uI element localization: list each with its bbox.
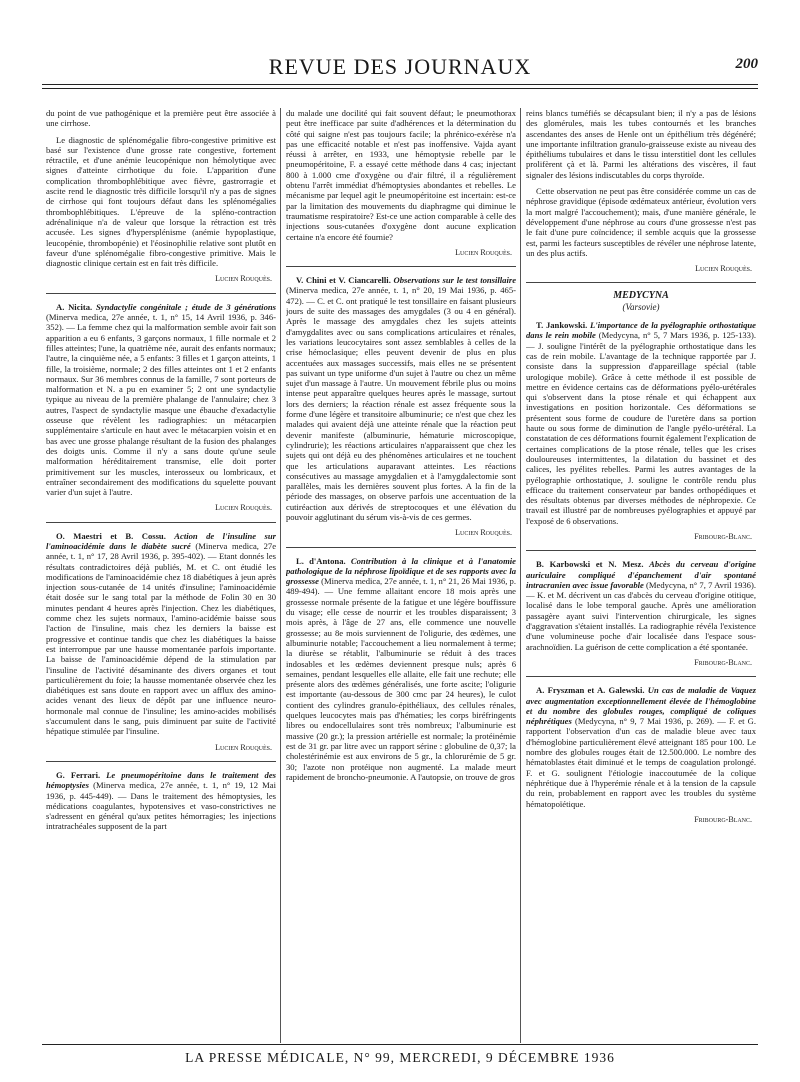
article-title: L'importance de la pyélographie orthostatique dans le rein mobile: [526, 320, 756, 341]
author-signature: Fribourg-Blanc.: [694, 531, 752, 541]
article-separator: [526, 676, 756, 677]
paragraph: reins blancs tuméfiés se décapsulant bien; il n'y a pas de lésions des glomérules, mais les tubes contournés et les branches ascendantes des anses de Henle ont un épithélium très dégénéré; une importante infiltration granulo-graisseuse existe au niveau des épithéliums tubulaires et dans le tissu interstitiel dont les cellules prolifèrent çà et là. Parmi les altérations des viscères, il faut signaler des lésions indiscutables du corps thyroïde.: [526, 108, 756, 180]
author-signature: Lucien Rouquès.: [455, 247, 512, 257]
article-abstract: [286, 275, 516, 522]
article-abstract: [286, 556, 516, 783]
article-title: Action de l'insuline sur l'aminoacidémie dans le diabète sucré: [46, 530, 276, 551]
article-abstract: [526, 320, 756, 526]
article-authors: V. Chini et V. Ciancarelli.: [296, 275, 391, 286]
author-signature: Lucien Rouquès.: [695, 264, 752, 274]
article-title: Syndactylie congénitale ; étude de 3 générations: [95, 301, 276, 312]
column-2: [286, 108, 516, 1043]
paragraph: du malade une docilité qui fait souvent défaut; le pneumothorax peut être inefficace par suite d'adhérences et la détermination du côté qui saigne n'est pas toujours facile; la phrénico-exérèse n'a pas une efficacité notable et n'est pas inoffensive. Vajda ayant réussi à arrêter, en 1933, une hémoptysie rebelle par le pneumopéritoine, F. a essayé cette méthode dans 4 cas; injectant 800 à 1.000 cme d'oxygène ou d'air filtré, il a régulièrement obtenu l'arrêt immédiat d'hémoptysies abondantes et rebelles. Le mécanisme par lequel agit le pneumopéritoine est incertain: est-ce par la limitation des mouvements du diaphragme qui diminue le traumatisme respiratoire? Est-ce une action comparable à celle des injections sous-cutanées d'oxygène dont aucune explication certaine n'a encore été fournie?: [286, 108, 516, 242]
article-authors: O. Maestri et B. Cossu.: [56, 530, 166, 541]
column-1: [46, 108, 276, 1043]
column-divider-2: [520, 108, 521, 1043]
article-body: (Minerva medica, 27e année, t. 1, n° 21, 26 Mai 1936, p. 489-494). — Une femme allaitant encore 18 mois après une grossesse normale présente de la fatigue et une légère bouffissure du visage; elle cesse de nourrir et les troubles disparaissent; 3 mois après, à l'âge de 27 ans, elle commence une nouvelle grossesse; au 8e mois surviennent de l'oligurie, des œdèmes, une albuminurie notable; l'accouchement a lieu normalement à terme; la diurèse se rétablit, l'albuminurie se réduit à des traces indosables et les œdèmes deviennent presque nuls; après 6 semaines, pendant lesquelles elle allaite, elle fait une rechute; elle présente alors des œdèmes généralisés, une forte ascite; l'oligurie est importante (au-dessous de 300 cmc par 24 heures), le culot contient des cylindres granulo-épithéliaux, des cellules rénales, quelques leucocytes mais pas d'hématies; les corps biréfringents libres ou endocellulaires sont très nombreux; l'albuminurie est massive (20 gr.); la pression artérielle est normale; la protéinémie est de 31 gr. par litre avec un rapport sérine : globuline de 0,37; la cholestérinémie est aux environs de 5 gr., la chlorurémie de 5 gr. 30; l'azote non protéique non augmenté. La malade meurt rapidement de broncho-pneumonie. A l'autopsie, on trouve de gros: [286, 576, 516, 782]
author-signature: Lucien Rouquès.: [215, 742, 272, 752]
journal-section-city: (Varsovie): [622, 301, 660, 312]
article-title: Contribution à la clinique et à l'anatomie pathologique de la néphrose lipoïdique et de ses rapports avec la grossesse: [286, 555, 516, 587]
article-body: (Medycyna, n° 9, 7 Mai 1936, p. 269). — F. et G. rapportent l'observation d'un cas de maladie bleue avec taux d'hémoglobine particulièrement élevé atteignant 185 pour 100. Le nombre des globules rouges était de 12.500.000. Le nombre des hématoblastes était diminué et le temps de coagulation prolongé. F. et G. soulignent l'étiologie inaccoutumée de la colique néphrétique due à l'hyperémie rénale et à la tension de la capsule du rein, probablement en rapport avec les troubles du système hématopoïétique.: [526, 716, 756, 809]
article-abstract: [46, 770, 276, 832]
article-authors: G. Ferrari.: [56, 769, 101, 780]
article-authors: A. Nicita.: [56, 301, 93, 312]
page-header: [42, 52, 758, 80]
article-body: (Minerva medica, 27e année, t. 1, n° 19, 12 Mai 1936, p. 445-449). — Dans le traitement des hémoptysies, les médications coagulantes, hypotensives et vaso-constrictives ne s'adressent en général qu'aux petites hémorragies; les injections intratrachéales supposent de la part: [46, 780, 276, 832]
author-signature: Fribourg-Blanc.: [694, 814, 752, 824]
header-rule-bottom: [42, 88, 758, 89]
author-signature: Lucien Rouquès.: [215, 274, 272, 284]
article-separator: [286, 266, 516, 267]
column-divider-1: [280, 108, 281, 1043]
article-separator: [46, 522, 276, 523]
author-signature: Lucien Rouquès.: [215, 503, 272, 513]
paragraph: du point de vue pathogénique et la première peut être associée à une cirrhose.: [46, 108, 276, 129]
article-body: (Medycyna, n° 5, 7 Mars 1936, p. 125-133). — J. souligne l'intérêt de la pyélographie orthostatique dans les cas de rein mobile. L'avantage de la technique rapportée par J. consiste dans la suppression d'appareillage spécial (table urologique mobile). Grâce à cette méthode il est possible de mettre en évidence certains cas de déformations pyélo-urétérales qui s'observent dans la ptose rénale et qui échappent aux investigations en position horizontale. Ces déformations se présentent sous forme de coudure de l'uretère dans sa portion haute ou sous forme de diminution de l'angle pyélo-urétéral. La constatation de ces déformations fournit également l'explication de certaines complications de la ptose rénale, telles que les crises douloureuses intermittentes, la dilatation du bassinet et des calices, les pyélites rebelles. Parmi les autres avantages de la pyélographie orthostatique, J. souligne le contrôle rendu plus efficace du traitement conservateur par bandes orthopédiques et des résultats obtenus par diverses méthodes de néphropexie. Ce travail est illustré par de nombreuses pyélographies et appuyé par l'exposé de 6 observations.: [526, 330, 756, 526]
article-body: (Minerva medica, 27e année, t. 1, n° 17, 28 Avril 1936, p. 395-402). — Etant donnés les résultats contradictoires déjà publiés, M. et C. ont étudié les modifications de l'aminoacidémie chez 18 diabétiques à jeun après injection sous-cutanée de 14 unités d'insuline; l'aminoacidémie était dosée sur le sang total par la méthode de Folin 30 en 30 minutes pendant 4 heures après l'injection. Chez les diabétiques, comme chez les sujets normaux, l'amino-acidémie baisse sous l'action de l'insuline, mais chez les derniers la baisse est progressive et continue tandis que chez les diabétiques la baisse est interrompue par une hausse momentanée parfois importante. La baisse de l'aminoacidémie dépend de la stimulation par l'insuline de l'activité désaminante des divers organes et tout particulièrement du foie; la hausse momentanée observée chez les diabétiques est sans doute en rapport avec un afflux des amino-acides venant des lieux de dépôt par une influence neuro-hormonale mal connue de l'insuline; les amino-acides mobilisés s'accumulent dans le sang, puis diminuent par suite de l'activité hépatique stimulée par l'insuline.: [46, 540, 276, 737]
article-title: Le pneumopéritoine dans le traitement des hémoptysies: [46, 769, 276, 791]
journal-section-heading: MEDYCYNA: [613, 290, 669, 302]
paragraph: Cette observation ne peut pas être considérée comme un cas de néphrose gravidique (épisode œdémateux antérieur, évolution vers la mort malgré l'accouchement); mais, d'une manière générale, le développement d'une néphrose au cours d'une grossesse n'est pas le fait d'une pure coïncidence; il semble acquis que la grossesse est, parmi les facteurs susceptibles de révéler une néphrose latente, un des plus actifs.: [526, 186, 756, 258]
page-number: 200: [735, 56, 758, 72]
journal-section-title: REVUE DES JOURNAUX: [268, 54, 532, 79]
article-separator: [286, 547, 516, 548]
article-body: (Minerva medica, 27e année, t. 1, n° 15, 14 Avril 1936, p. 346-352). — La femme chez qui la malformation semble avoir fait son apparition a eu 6 enfants, 3 garçons normaux, 1 fille normale et 2 filles atteintes; l'une, la quatrième née, aurait des enfants normaux; l'autre, la cinquième née, a 5 enfants: 3 filles et 1 garçon atteints, 1 fille, la troisième, normale; 2 des filles atteintes ont 1 et 2 enfants normaux. Sur 36 membres connus de la famille, 7 sont porteurs de malformation et N. a pu en examiner 5; 2 ont une syndactylie typique au niveau de la première phalange de l'annulaire; chez 3 autres, l'aspect de syndactylie masque une ébauche d'exadactylie osseuse que révèlent les radiographies: un métacarpien supplémentaire s'articule en haut avec le métacarpien voisin et en bas avec une grosse phalange résultant de la fusion des phalanges des doigts unis. Comme il n'y a sans doute qu'une seule malformation héréditairement transmise, elle doit porter primitivement sur les muscles, interosseux ou lombricaux, et entraîner secondairement des modifications du squelette pouvant varier d'un sujet à l'autre.: [46, 312, 276, 498]
article-title: Abcès du cerveau d'origine auriculaire compliqué d'épanchement d'air spontané intracranien avec issue favorable: [526, 559, 756, 590]
article-abstract: [526, 685, 756, 809]
page-footer: LA PRESSE MÉDICALE, N° 99, MERCREDI, 9 DÉCEMBRE 1936: [185, 1050, 615, 1065]
article-abstract: [46, 531, 276, 737]
article-title: Un cas de maladie de Vaquez avec augmentation exceptionnellement élevée de l'hémoglobine et du nombre des globules rouges, compliqué de coliques néphrétiques: [526, 685, 756, 727]
article-authors: B. Karbowski et N. Mesz.: [536, 559, 644, 570]
author-signature: Fribourg-Blanc.: [694, 657, 752, 667]
paragraph: Le diagnostic de splénomégalie fibro-congestive primitive est basé sur l'existence d'une grosse rate congestive, fortement rétractile, et d'une anémie leucopénique non hémolytique avec signes d'atteinte cirrhotique du foie. L'apparition d'une complication thrombophlébitique avec fièvre, gastrorragie et ascite rend le diagnostic très difficile lorsqu'il n'y a pas de signes de cirrhose qui font toujours défaut dans les splénomégalies thrombophlébitiques. L'épreuve de la spléno-contraction adrénalinique n'a de valeur que lorsque la rétraction est très accusée. Les signes d'hypersplénisme (anémie hypoplastique, leucopénie, thrombopénie) et l'éosinophilie relative sont plutôt en faveur d'une splénomégalie fibro-congestive primitive. Mais le diagnostic clinique certain est en fait très difficile.: [46, 134, 276, 269]
header-rule-top: [42, 84, 758, 85]
article-body: (Medycyna, n° 7, 7 Avril 1936). — K. et M. décrivent un cas d'abcès du cerveau d'origine otitique, localisé dans le lobe temporal gauche. Après une amélioration passagère ayant suivi l'intervention chirurgicale, les signes d'aggravation s'étaient installés. La radiographie révéla l'existence d'une volumineuse poche d'air localisée dans l'espace sous-arachnoïdien. La guérison de cette complication a été spontanée.: [526, 579, 756, 652]
footer-rule: [42, 1044, 758, 1045]
article-body: (Minerva medica, 27e année, t. 1, n° 20, 19 Mai 1936, p. 465-472). — C. et C. ont pratiqué le test tonsillaire en faisant plusieurs jours de suite des massages des amygdales (3 ou 4 en général). Après le massage des amygdales chez les sujets atteints d'amygdalites avec ou sans complications articulaires et rénales, les variations leucocytaires sont assez semblables à celles de la crise hémoclasique; elles peuvent devenir de plus en plus accentuées aux massages successifs, mais elles ne se présentent pas suivant un type uniforme d'un sujet à l'autre ou chez un même sujet d'un massage à l'autre. Un mouvement fébrile plus ou moins intense peut apparaître quelques heures après le massage, surtout lors des derniers; la réaction rénale est assez fréquente sous la forme d'une légère et transitoire albuminurie; ce n'est que chez les malades qui avaient déjà une atteinte rénale que la réaction peut devenir manifeste (albuminurie, hématurie microscopique, cylindrurie); les réactions articulaires n'apparaissent que chez les sujets qui ont déjà eu des phénomènes articulaires et ne touchent que les articulations auparavant atteintes. Les réactions consécutives au massage amygdalien et à l'amygdalectomie sont parallèles, mais les dernières souvent plus fortes. A la fin de la période des massages, on observe parfois une accentuation de la cutiréaction aux dérivés de streptocoques et une élévation du pouvoir agglutinant du sérum vis-à-vis de ces germes.: [286, 285, 516, 522]
article-title: Observations sur le test tonsillaire: [393, 275, 516, 286]
article-abstract: [526, 559, 756, 652]
article-authors: T. Jankowski.: [536, 320, 588, 331]
article-separator: [526, 550, 756, 551]
article-separator: [46, 293, 276, 294]
article-separator: [526, 282, 756, 283]
article-abstract: [46, 302, 276, 498]
article-authors: L. d'Antona.: [296, 555, 346, 566]
column-3: [526, 108, 756, 1043]
article-separator: [46, 761, 276, 762]
author-signature: Lucien Rouquès.: [455, 528, 512, 538]
article-authors: A. Fryszman et A. Galewski.: [536, 685, 645, 696]
